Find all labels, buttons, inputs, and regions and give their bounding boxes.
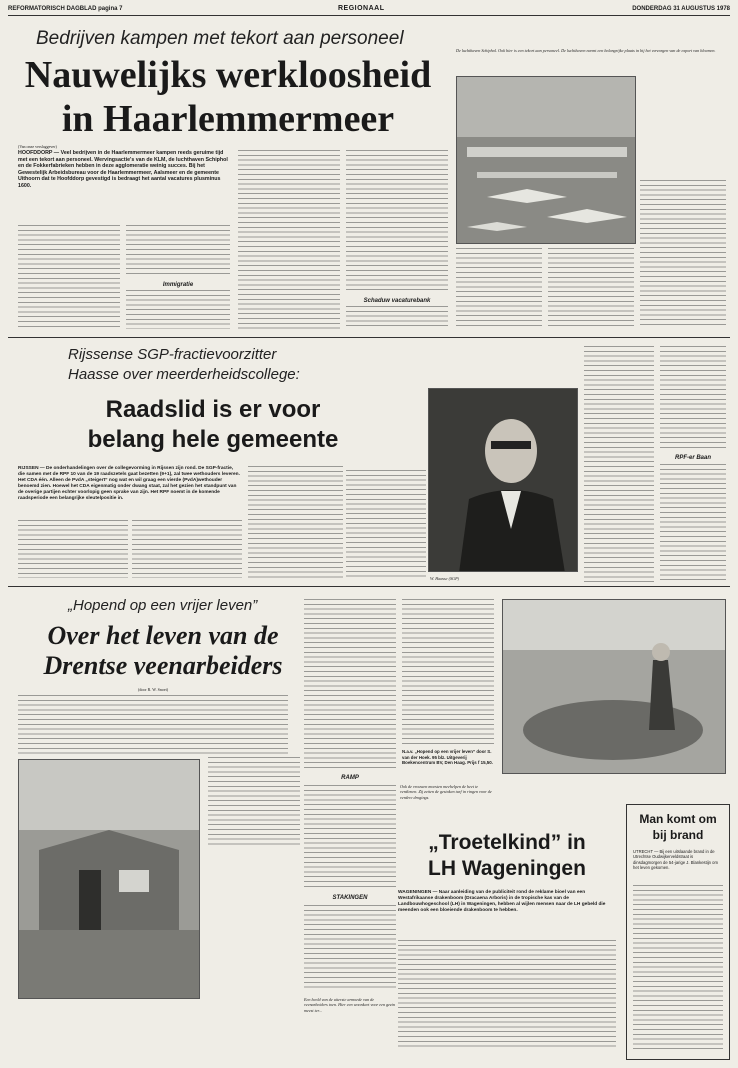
article4-body — [398, 940, 616, 1050]
article1-body-col4b — [346, 306, 448, 329]
article1-body-col2b — [126, 290, 230, 329]
article2-kicker-line1: Rijssense SGP-fractievoorzitter — [68, 346, 277, 363]
article3-sub-ramp: RAMP — [341, 775, 359, 781]
article5-headline-line2: bij brand — [652, 828, 704, 842]
article2-body-col1 — [18, 520, 128, 578]
article4-headline-line2: LH Wageningen — [428, 857, 586, 880]
article3-body-col3 — [304, 599, 396, 769]
article-rijssen — [8, 340, 730, 585]
masthead-date: DONDERDAG 31 AUGUSTUS 1978 — [632, 6, 730, 12]
article2-body-col3 — [248, 466, 343, 578]
masthead-section: REGIONAAL — [338, 5, 385, 12]
article4-headline-line1: „Troetelkind” in — [428, 831, 586, 854]
turf-image — [503, 600, 726, 774]
article2-kicker-line2: Haasse over meerderheidscollege: — [68, 366, 300, 383]
divider-1 — [8, 337, 730, 338]
article3-body-intro — [18, 695, 288, 755]
article3-sub-stakingen: STAKINGEN — [332, 895, 368, 901]
airport-image — [457, 77, 636, 244]
divider-2 — [8, 586, 730, 587]
article2-body-col6 — [584, 346, 654, 582]
article1-body-col4 — [346, 150, 448, 293]
article3-photo-caption: Een beeld van de uiterste armoede van de veenarbeiders toen. Hier een woonkeet voor een gezin meest ter... — [304, 997, 395, 1013]
article3-photo2-caption: Ook de vrouwen moesten meehelpen de heet te verdienen. Zij zetten de gestoken turf in ringen voor de verdere drogings. — [400, 784, 492, 800]
article1-body-col1 — [18, 225, 120, 329]
article2-body-col7 — [660, 346, 726, 450]
article1-sub-schaduw: Schaduw vacaturebank — [363, 298, 431, 304]
article2-headline-line1: Raadslid is er voor — [105, 396, 321, 423]
article4-lead: WAGENINGEN — Naar aanleiding van de publiciteit rond de reklame bioel van een Westafrikaanse drakenboom (Dracaena Arboris) in de tropische kas van de Landbouwhogeschool (LH) in Wageningen, hebben al wijlen mensen naar de LH gebeld die meenden ook een bloeiende drakenboom te hebben. — [398, 890, 606, 913]
turf-photo — [502, 599, 726, 774]
article-troetelkind — [392, 826, 622, 1060]
article3-book-info: N.a.v. „Hopend op een vrijer leven” door S. van der Hoek. 95 blz. Uitgeverij Boekencentrum BV, Den Haag. Prijs f 15,50. — [402, 749, 493, 765]
haasse-portrait — [428, 388, 578, 572]
article3-body-col4 — [402, 599, 494, 745]
article2-body-col2 — [132, 520, 242, 578]
article5-body — [633, 885, 723, 1053]
article1-lead: HOOFDDORP — Veel bedrijven in de Haarlemmermeer kampen reeds geruime tijd met een tekort aan personeel. Wervingsactie's van de KLM, de luchthaven Schiphol en de Fokkerfabrieken hebben in deze agglomeratie weinig succes. Bij het Gewestelijk Arbeidsbureau voor de Haarlemmermeer, Aalsmeer en de gemeente Uithoorn dat te Hoofddorp gevestigd is bedraagt het aantal vacatures plusminus 1600. — [18, 150, 228, 190]
article1-headline-line2: in Haarlemmermeer — [61, 98, 395, 140]
article3-body-col2 — [208, 757, 300, 847]
article1-byline: (Van onze verslaggever) — [18, 144, 57, 149]
article3-byline: (door R. W. Snoei) — [138, 687, 169, 692]
article3-kicker: „Hopend op een vrijer leven” — [68, 597, 258, 614]
article3-headline-line1: Over het leven van de — [47, 621, 279, 650]
article5-lead: UTRECHT — Bij een uitslaande brand in de Utrechtse Oudwijkerveldstraat is dinsdagmorgen de 54-jarige J. Blankestijn om het leven gekomen. — [633, 849, 718, 870]
article3-body-col3c — [304, 905, 396, 991]
article1-body-col6 — [548, 248, 634, 329]
article2-body-col7b — [660, 464, 726, 582]
article1-body-col2 — [126, 225, 230, 277]
article-haarlemmermeer — [8, 20, 730, 336]
masthead — [8, 4, 730, 16]
article2-photo-caption: W. Haasse (SGP) — [430, 576, 460, 581]
article2-sub-rpf: RPF-er Baan — [674, 455, 711, 461]
woonkeet-image — [19, 760, 200, 999]
article1-photo-caption: De luchthaven Schiphol. Ook hier is een tekort aan personeel. De luchthaven neemt een belangrijke plaats in bij het verzorgen van de export van bloemen. — [456, 48, 716, 53]
article2-body-col4 — [346, 470, 426, 578]
article3-body-col3b — [304, 785, 396, 889]
schiphol-photo — [456, 76, 636, 244]
article-man-komt-om — [626, 804, 730, 1060]
masthead-left: REFORMATORISCH DAGBLAD pagina 7 — [8, 6, 123, 12]
article1-kicker: Bedrijven kampen met tekort aan personeel — [36, 28, 404, 49]
article1-sub-immigratie: Immigratie — [162, 282, 194, 288]
article2-lead: RIJSSEN — De onderhandelingen over de collegevorming in Rijssen zijn rond. De SGP-fractie, die samen met de RPF 10 van de 19 raadszetels gaat bezetten (9+1), zal twee wethouders leveren. Het CDA één. Alleen de PvdA „steigert” nog wat en wil graag een vierde (PvdA)wethouder benoemd zien. Hoewel het CDA eigenmatig onder dwang staat, zal het gezien het standpunt van de overige partijen echter voorlopig geen sprake van zijn. Het RPF noemt in de komende raadsperiode een belangrijke sleutelpositie in. — [18, 466, 240, 501]
portrait-image — [429, 389, 578, 572]
article1-body-col5 — [456, 248, 542, 329]
article5-headline-line1: Man komt om — [639, 812, 717, 826]
article1-body-col7 — [640, 180, 726, 329]
article3-headline-line2: Drentse veenarbeiders — [43, 651, 283, 680]
article2-headline-line2: belang hele gemeente — [87, 426, 339, 453]
woonkeet-photo — [18, 759, 200, 999]
article1-body-col3 — [238, 150, 340, 329]
article1-headline-line1: Nauwelijks werkloosheid — [24, 54, 432, 96]
